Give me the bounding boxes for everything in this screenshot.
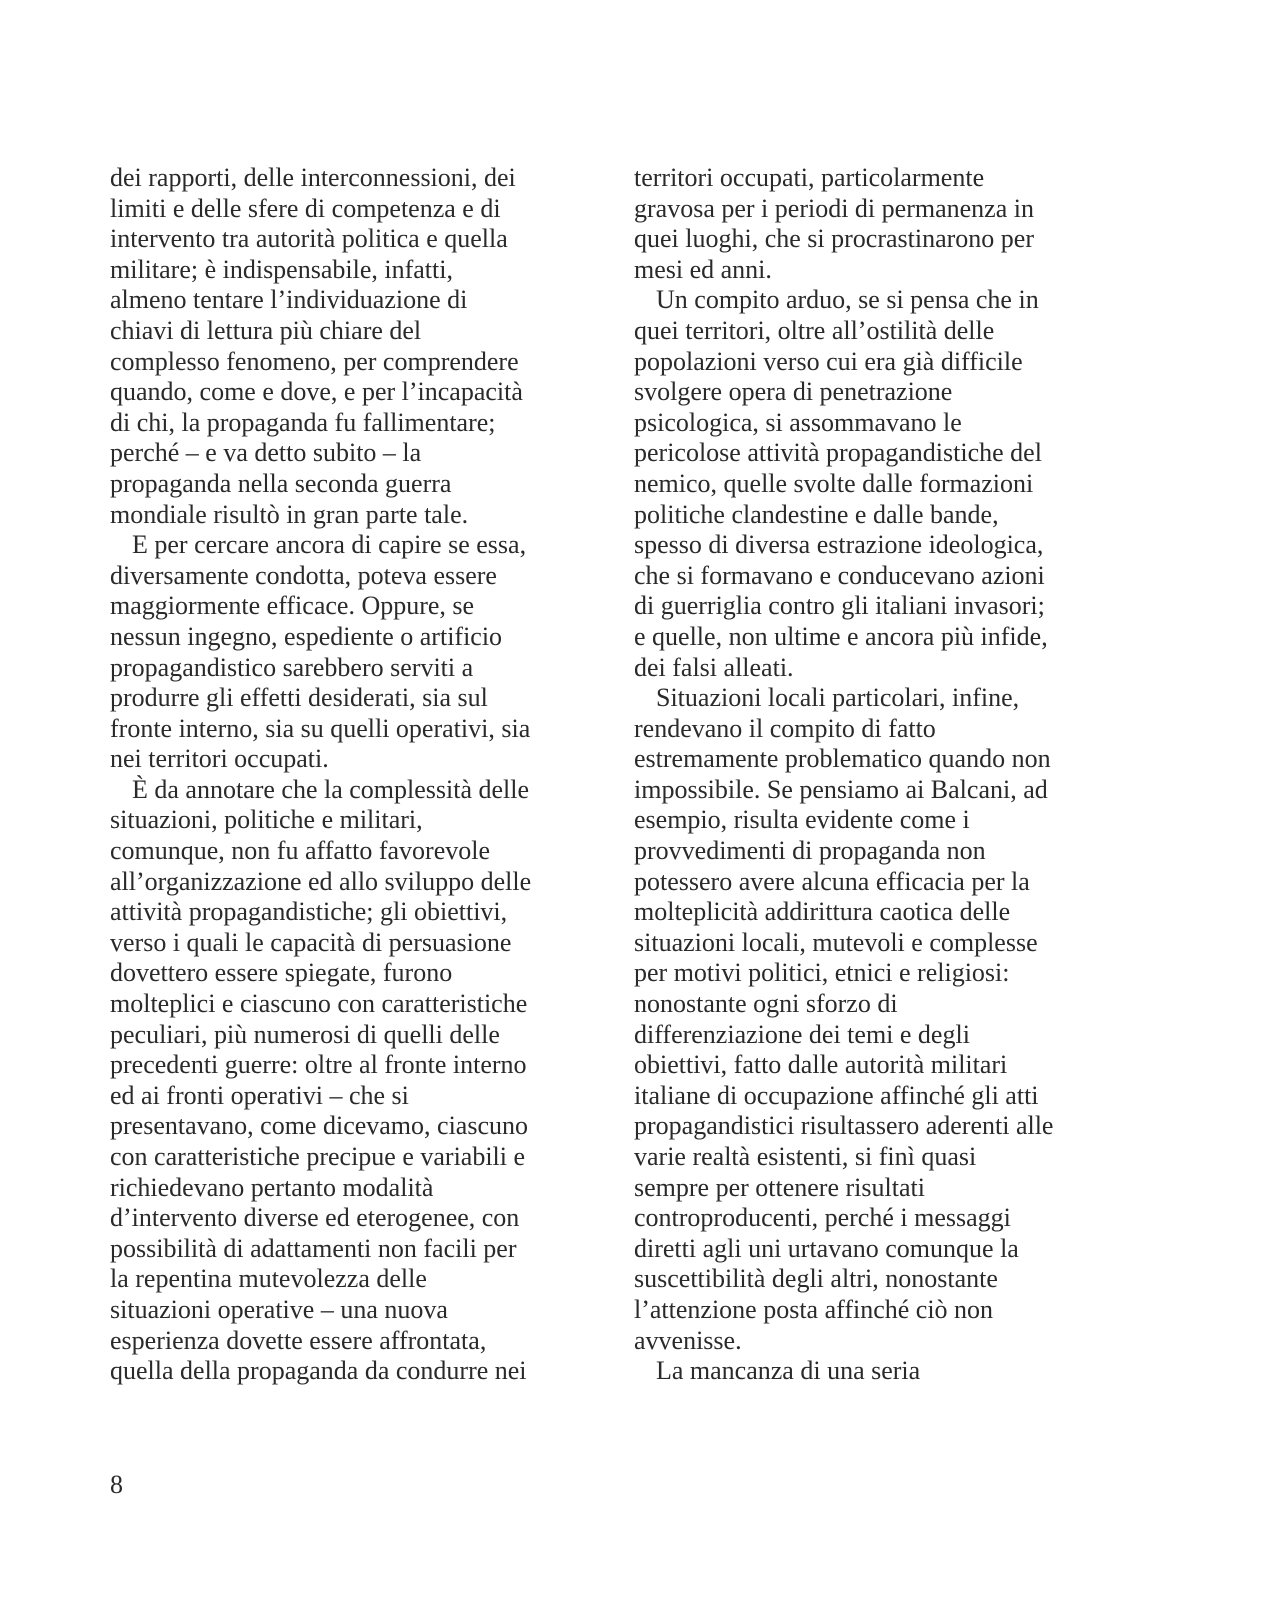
text-line: sempre per ottenere risultati xyxy=(634,1172,925,1202)
text-line: provvedimenti di propaganda non xyxy=(634,836,986,866)
text-line: nessun ingegno, espediente o artificio xyxy=(110,621,503,651)
text-line: nemico, quelle svolte dalle formazioni xyxy=(634,468,1034,498)
text-line: all’organizzazione ed allo sviluppo delle xyxy=(110,866,532,896)
text-line: pericolose attività propagandistiche del xyxy=(634,438,1042,468)
text-line: esperienza dovette essere affrontata, xyxy=(110,1325,487,1355)
text-line: limiti e delle sfere di competenza e di xyxy=(110,193,501,223)
text-line: attività propagandistiche; gli obiettivi, xyxy=(110,897,508,927)
text-line: E per cercare ancora di capire se essa, xyxy=(132,530,527,560)
text-line: italiane di occupazione affinché gli atti xyxy=(634,1080,1039,1110)
text-line: situazioni, politiche e militari, xyxy=(110,805,423,835)
text-line: nei territori occupati. xyxy=(110,744,329,774)
text-line: molteplici e ciascuno con caratteristiche xyxy=(110,989,528,1019)
text-line: la repentina mutevolezza delle xyxy=(110,1264,427,1294)
text-line: dei falsi alleati. xyxy=(634,652,794,682)
text-line: dovettero essere spiegate, furono xyxy=(110,958,453,988)
text-line: mesi ed anni. xyxy=(634,254,772,284)
text-line: militare; è indispensabile, infatti, xyxy=(110,254,453,284)
text-line: chiavi di lettura più chiare del xyxy=(110,315,422,345)
text-line: avvenisse. xyxy=(634,1325,742,1355)
text-line: svolgere opera di penetrazione xyxy=(634,377,953,407)
text-line: possibilità di adattamenti non facili per xyxy=(110,1233,517,1263)
text-line: complesso fenomeno, per comprendere xyxy=(110,346,519,376)
text-line: molteplicità addirittura caotica delle xyxy=(634,897,1011,927)
text-line: rendevano il compito di fatto xyxy=(634,713,936,743)
text-line: e quelle, non ultime e ancora più infide, xyxy=(634,621,1048,651)
text-line: situazioni operative – una nuova xyxy=(110,1294,448,1324)
text-line: Un compito arduo, se si pensa che in xyxy=(656,285,1039,315)
text-line: l’attenzione posta affinché ciò non xyxy=(634,1294,994,1324)
text-line: di guerriglia contro gli italiani invasori; xyxy=(634,591,1045,621)
text-line: produrre gli effetti desiderati, sia sul xyxy=(110,683,488,713)
text-line: ed ai fronti operativi – che si xyxy=(110,1080,409,1110)
text-line: presentavano, come dicevamo, ciascuno xyxy=(110,1111,528,1141)
text-line: potessero avere alcuna efficacia per la xyxy=(634,866,1030,896)
text-line: La mancanza di una seria xyxy=(656,1356,921,1386)
text-line: precedenti guerre: oltre al fronte interno xyxy=(110,1050,527,1080)
text-line: esempio, risulta evidente come i xyxy=(634,805,970,835)
text-line: varie realtà esistenti, si finì quasi xyxy=(634,1142,977,1171)
text-line: impossibile. Se pensiamo ai Balcani, ad xyxy=(634,774,1048,804)
page-number: 8 xyxy=(110,1470,123,1499)
text-line: situazioni locali, mutevoli e complesse xyxy=(634,927,1038,957)
text-line: È da annotare che la complessità delle xyxy=(132,774,530,804)
text-line: che si formavano e conducevano azioni xyxy=(634,560,1045,590)
text-line: propaganda nella seconda guerra xyxy=(110,468,452,498)
text-line: d’intervento diverse ed eterogenee, con xyxy=(110,1203,520,1233)
text-line: dei rapporti, delle interconnessioni, dei xyxy=(110,163,516,192)
text-line: controproducenti, perché i messaggi xyxy=(634,1203,1011,1233)
text-line: popolazioni verso cui era già difficile xyxy=(634,346,1023,376)
text-line: almeno tentare l’individuazione di xyxy=(110,285,468,315)
text-line: per motivi politici, etnici e religiosi: xyxy=(634,958,1010,988)
text-line: richiedevano pertanto modalità xyxy=(110,1172,434,1202)
text-line: suscettibilità degli altri, nonostante xyxy=(634,1264,998,1294)
text-line: mondiale risultò in gran parte tale. xyxy=(110,499,469,529)
text-line: verso i quali le capacità di persuasione xyxy=(110,927,512,957)
text-line: obiettivi, fatto dalle autorità militari xyxy=(634,1050,1008,1080)
text-line: di chi, la propaganda fu fallimentare; xyxy=(110,407,496,437)
text-line: quei territori, oltre all’ostilità delle xyxy=(634,315,995,345)
right-text-column xyxy=(634,163,1114,1387)
text-line: gravosa per i periodi di permanenza in xyxy=(634,193,1034,223)
text-line: psicologica, si assommavano le xyxy=(634,407,962,437)
text-line: estremamente problematico quando non xyxy=(634,744,1051,774)
text-line: fronte interno, sia su quelli operativi, sia xyxy=(110,713,531,743)
text-line: propagandistico sarebbero serviti a xyxy=(110,652,474,682)
text-line: differenziazione dei temi e degli xyxy=(634,1019,970,1049)
left-text-column xyxy=(110,163,590,1387)
text-line: diversamente condotta, poteva essere xyxy=(110,560,497,590)
text-line: intervento tra autorità politica e quella xyxy=(110,224,508,254)
text-line: territori occupati, particolarmente xyxy=(634,163,985,192)
text-line: maggiormente efficace. Oppure, se xyxy=(110,591,475,621)
text-line: quella della propaganda da condurre nei xyxy=(110,1356,527,1386)
text-line: nonostante ogni sforzo di xyxy=(634,989,898,1019)
text-line: politiche clandestine e dalle bande, xyxy=(634,499,999,529)
text-line: propagandistici risultassero aderenti alle xyxy=(634,1111,1054,1141)
text-line: comunque, non fu affatto favorevole xyxy=(110,836,490,866)
text-line: Situazioni locali particolari, infine, xyxy=(656,683,1020,713)
text-line: quei luoghi, che si procrastinarono per xyxy=(634,224,1034,254)
text-line: peculiari, più numerosi di quelli delle xyxy=(110,1019,500,1049)
text-line: quando, come e dove, e per l’incapacità xyxy=(110,377,523,407)
text-line: diretti agli uni urtavano comunque la xyxy=(634,1233,1019,1263)
text-line: con caratteristiche precipue e variabili e xyxy=(110,1142,526,1171)
text-line: perché – e va detto subito – la xyxy=(110,438,422,468)
text-line: spesso di diversa estrazione ideologica, xyxy=(634,530,1044,560)
